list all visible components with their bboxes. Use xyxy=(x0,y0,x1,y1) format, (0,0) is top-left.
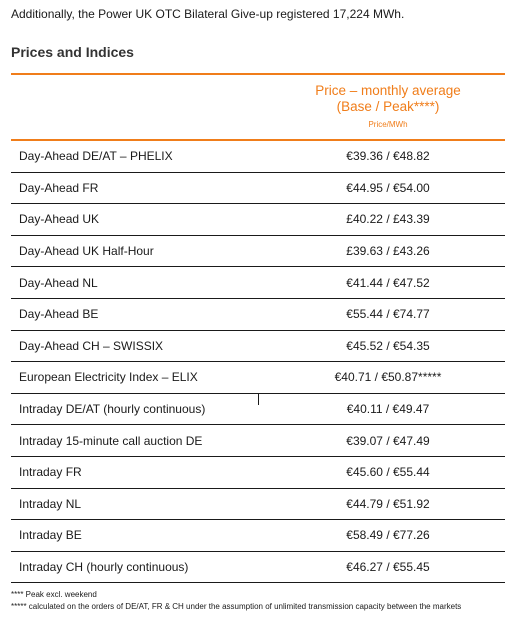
row-value: €45.52 / €54.35 xyxy=(346,338,430,353)
footnotes xyxy=(11,589,461,613)
table-row xyxy=(11,173,505,205)
row-label: Intraday DE/AT (hourly continuous) xyxy=(19,402,206,417)
table-row xyxy=(11,204,505,236)
table-header xyxy=(11,75,505,141)
table-row xyxy=(11,394,505,426)
row-label: Day-Ahead FR xyxy=(19,180,99,195)
row-label: European Electricity Index – ELIX xyxy=(19,370,198,385)
row-value: €46.27 / €55.45 xyxy=(346,560,430,575)
row-label: Intraday NL xyxy=(19,496,82,511)
header-line-1: Price – monthly average xyxy=(315,83,461,98)
row-label: Day-Ahead CH – SWISSIX xyxy=(19,338,164,353)
row-label: Intraday 15-minute call auction DE xyxy=(19,433,203,448)
section-title: Prices and Indices xyxy=(11,44,134,60)
table-row xyxy=(11,331,505,363)
row-value: €40.71 / €50.87***** xyxy=(334,370,442,385)
table-row xyxy=(11,141,505,173)
table-row xyxy=(11,362,505,394)
row-value: €45.60 / €55.44 xyxy=(346,465,430,480)
row-value: €55.44 / €74.77 xyxy=(346,307,430,322)
row-value: €40.11 / €49.47 xyxy=(346,402,430,417)
row-value: €39.07 / €47.49 xyxy=(346,433,430,448)
row-value: £39.63 / £43.26 xyxy=(346,244,430,259)
table-row xyxy=(11,520,505,552)
table-row xyxy=(11,267,505,299)
footnote-peak: **** Peak excl. weekend xyxy=(11,590,97,599)
table-row xyxy=(11,299,505,331)
table-row xyxy=(11,552,505,584)
header-line-2: (Base / Peak****) xyxy=(336,99,440,114)
row-label: Day-Ahead BE xyxy=(19,307,99,322)
row-value: €44.95 / €54.00 xyxy=(346,180,430,195)
row-label: Day-Ahead UK Half-Hour xyxy=(19,244,154,259)
row-value: £40.22 / £43.39 xyxy=(346,212,430,227)
table-row xyxy=(11,457,505,489)
table-body xyxy=(11,141,505,583)
row-value: €39.36 / €48.82 xyxy=(346,149,430,164)
row-label: Day-Ahead UK xyxy=(19,212,100,227)
intro-text: Additionally, the Power UK OTC Bilateral Give-up registered 17,224 MWh. xyxy=(11,7,405,21)
row-value: €41.44 / €47.52 xyxy=(346,275,430,290)
row-value: €44.79 / €51.92 xyxy=(346,496,430,511)
table-row xyxy=(11,425,505,457)
row-label: Intraday BE xyxy=(19,528,82,543)
row-label: Intraday CH (hourly continuous) xyxy=(19,560,189,575)
column-divider-tick xyxy=(258,393,259,405)
table-row xyxy=(11,489,505,521)
table-row xyxy=(11,236,505,268)
price-column-header xyxy=(271,83,505,130)
row-label: Day-Ahead DE/AT – PHELIX xyxy=(19,149,173,164)
header-unit: Price/MWh xyxy=(368,120,408,129)
row-label: Intraday FR xyxy=(19,465,82,480)
row-label: Day-Ahead NL xyxy=(19,275,98,290)
row-value: €58.49 / €77.26 xyxy=(346,528,430,543)
footnote-elix: ***** calculated on the orders of DE/AT, FR & CH under the assumption of unlimited transmission capacity between the markets xyxy=(11,602,462,611)
prices-table xyxy=(11,73,505,583)
